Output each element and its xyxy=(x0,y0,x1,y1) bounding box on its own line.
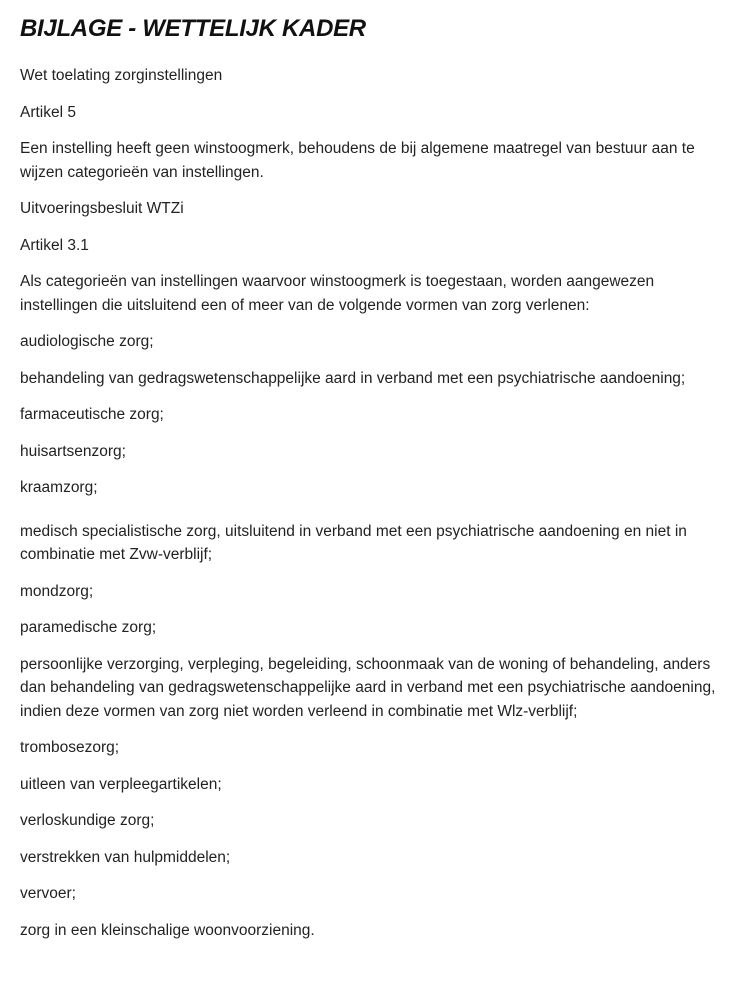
care-form-item: paramedische zorg; xyxy=(20,619,157,636)
care-form-item: zorg in een kleinschalige woonvoorziening. xyxy=(20,921,315,939)
article-text: Een instelling heeft geen winstoogmerk, behoudens de bij algemene maatregel van bestuur aan te wijzen categorieën van instellingen. xyxy=(20,140,695,181)
page-title: BIJLAGE - WETTELIJK KADER xyxy=(20,15,366,42)
care-form-item: trombosezorg; xyxy=(20,739,120,756)
care-form-item: verstrekken van hulpmiddelen; xyxy=(20,848,231,866)
care-form-item: vervoer; xyxy=(20,885,76,902)
article-heading: Artikel 5 xyxy=(20,103,76,121)
care-form-item: farmaceutische zorg; xyxy=(20,406,164,423)
care-form-item: verloskundige zorg; xyxy=(20,812,155,829)
care-form-item: behandeling van gedragswetenschappelijke aard in verband met een psychiatrische aandoening; xyxy=(20,369,686,387)
care-form-item: mondzorg; xyxy=(20,582,94,600)
law-name: Wet toelating zorginstellingen xyxy=(20,67,223,84)
document-page xyxy=(20,14,720,942)
decree-name: Uitvoeringsbesluit WTZi xyxy=(20,200,184,217)
article-heading: Artikel 3.1 xyxy=(20,236,89,254)
care-form-item: medisch specialistische zorg, uitsluitend in verband met een psychiatrische aandoening en niet in combinatie met Zvw-verblijf; xyxy=(20,522,687,563)
care-form-item: uitleen van verpleegartikelen; xyxy=(20,775,222,793)
care-form-item: kraamzorg; xyxy=(20,479,98,496)
care-form-item: persoonlijke verzorging, verpleging, begeleiding, schoonmaak van de woning of behandeling, anders dan behandeling van gedragswetenschappelijke aard in verband met een psychiatrische aandoening, indien deze vormen van zorg niet worden verleend in combinatie met Wlz-verblijf; xyxy=(20,655,716,720)
care-form-item: audiologische zorg; xyxy=(20,333,154,350)
care-form-item: huisartsenzorg; xyxy=(20,442,126,460)
article-text: Als categorieën van instellingen waarvoor winstoogmerk is toegestaan, worden aangewezen instellingen die uitsluitend een of meer van de volgende vormen van zorg verlenen: xyxy=(20,273,655,314)
